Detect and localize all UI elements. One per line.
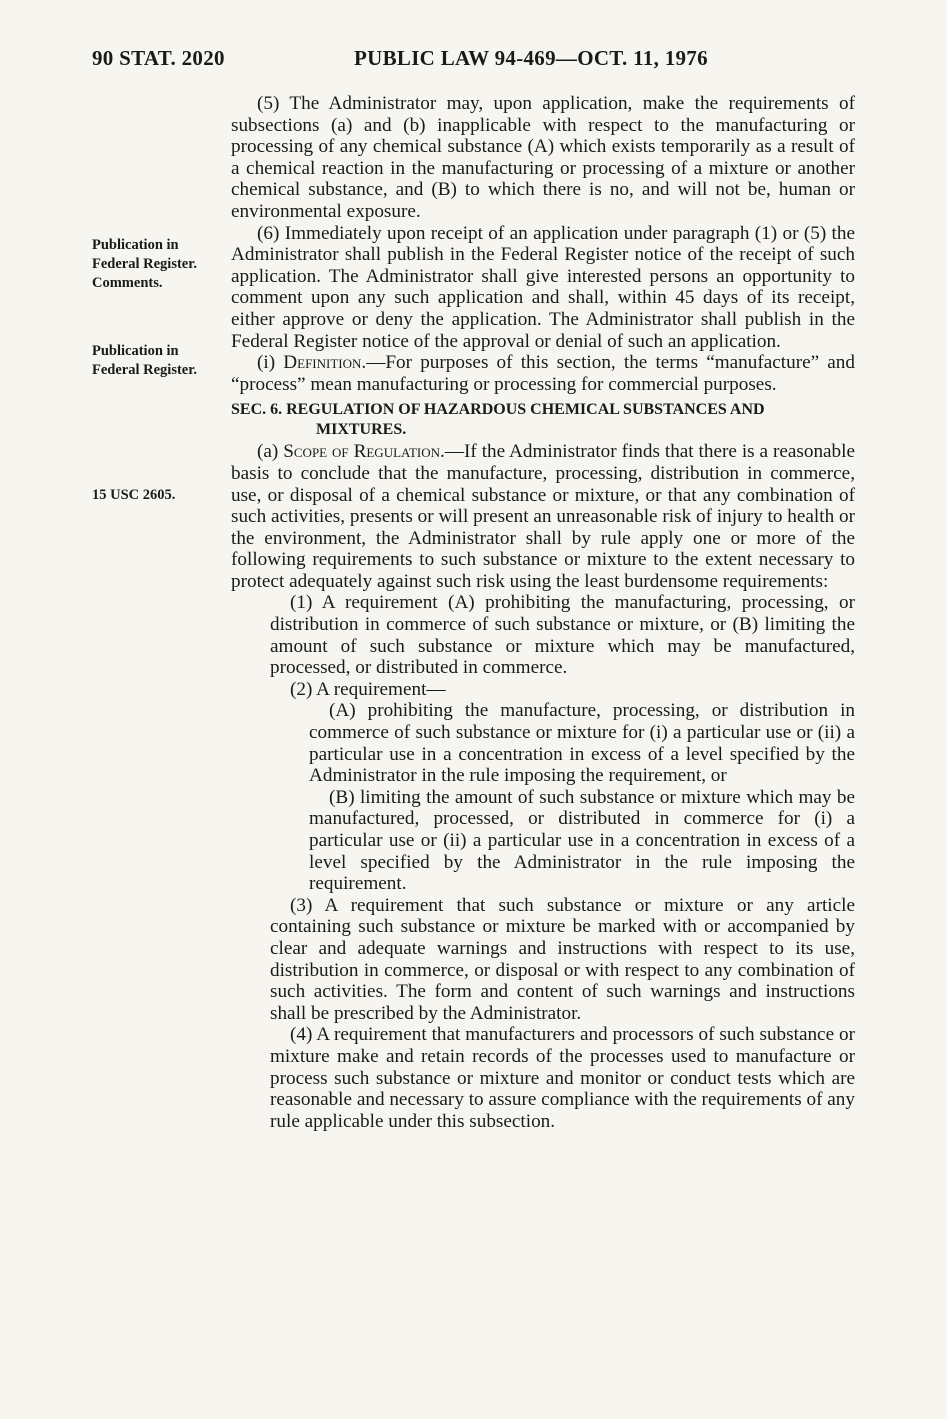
margin-note-publication-comments — [92, 236, 197, 293]
public-law-title: PUBLIC LAW 94-469—OCT. 11, 1976 — [354, 46, 708, 70]
subsection-text: —If the Administrator finds that there is a reasonable basis to conclude that the manufacture, processing, distribution in commerce, use, or disposal of a chemical substance or mixture, or that any combination of such activities, presents or will present an unreasonable risk of injury to health or the environment, the Administrator shall by rule apply one or more of the following requirements to such substance or mixture to the extent necessary to protect adequately against such risk using the least burdensome requirements: — [231, 441, 855, 592]
subsection-prefix: (a) — [257, 441, 279, 463]
subsection-prefix: (i) — [257, 352, 276, 374]
subsection-a-scope — [231, 441, 855, 592]
requirement-2a: (A) prohibiting the manufacture, processing, or distribution in commerce of such substance or mixture for (i) a particular use or (ii) a particular use in a concentration in excess of a level specified by the Administrator in the rule imposing the requirement, or — [309, 700, 855, 787]
subsection-heading: Scope of Regulation. — [283, 441, 445, 463]
statute-page-number: 90 STAT. 2020 — [92, 46, 225, 70]
subsection-text: —For purposes of this section, the terms “manufacture” and “process” mean manufacturing or processing for commercial purposes. — [231, 352, 855, 395]
margin-note-usc-citation — [92, 486, 175, 505]
margin-note-publication — [92, 342, 197, 380]
paragraph-6: (6) Immediately upon receipt of an application under paragraph (1) or (5) the Administrator shall publish in the Federal Register notice of the receipt of such application. The Administrator shall give interested persons an opportunity to comment upon any such application and shall, within 45 days of its receipt, either approve or deny the application. The Administrator shall publish in the Federal Register notice of the approval or denial of such an application. — [231, 222, 855, 352]
margin-note-line: Comments. — [92, 275, 163, 291]
requirement-1: (1) A requirement (A) prohibiting the manufacturing, processing, or distribution in commerce of such substance or mixture, or (B) limiting the amount of such substance or mixture which may be manufactured, processed, or distributed in commerce. — [270, 592, 855, 679]
requirement-2: (2) A requirement— — [290, 678, 446, 700]
requirement-3: (3) A requirement that such substance or mixture or any article containing such substance or mixture be marked with or accompanied by clear and adequate warnings and instructions with respect to its use, distribution in commerce, or disposal or with respect to any combination of such activities. The form and content of such warnings and instructions shall be prescribed by the Administrator. — [270, 894, 855, 1024]
margin-note-line: 15 USC 2605. — [92, 487, 176, 503]
paragraph-5: (5) The Administrator may, upon application, make the requirements of subsections (a) and (b) inapplicable with respect to the manufacturing or processing of any chemical substance (A) which exists temporarily as a result of a chemical reaction in the manufacturing or processing of a mixture or another chemical substance, and (B) to which there is no, and will not be, human or environmental exposure. — [231, 93, 855, 222]
requirement-2b: (B) limiting the amount of such substance or mixture which may be manufactured, processed, or distributed in commerce for (i) a particular use or (ii) a particular use in a concentration in excess of a level specified by the Administrator in the rule imposing the requirement. — [309, 786, 855, 895]
section-6-heading: SEC. 6. REGULATION OF HAZARDOUS CHEMICAL SUBSTANCES AND MIXTURES. — [231, 401, 765, 438]
margin-note-line: Publication in — [92, 343, 179, 359]
margin-note-line: Federal Register. — [92, 256, 197, 272]
margin-note-line: Publication in — [92, 237, 179, 253]
requirement-4: (4) A requirement that manufacturers and processors of such substance or mixture make and retain records of the processes used to manufacture or process such substance or mixture and monitor or conduct tests which are reasonable and necessary to assure compliance with the requirements of any rule applicable under this subsection. — [270, 1024, 855, 1132]
main-text-column — [231, 93, 855, 1132]
margin-note-line: Federal Register. — [92, 362, 197, 378]
subsection-heading: Definition. — [283, 352, 367, 374]
page-header — [92, 46, 852, 76]
subsection-i-definition — [231, 352, 855, 395]
